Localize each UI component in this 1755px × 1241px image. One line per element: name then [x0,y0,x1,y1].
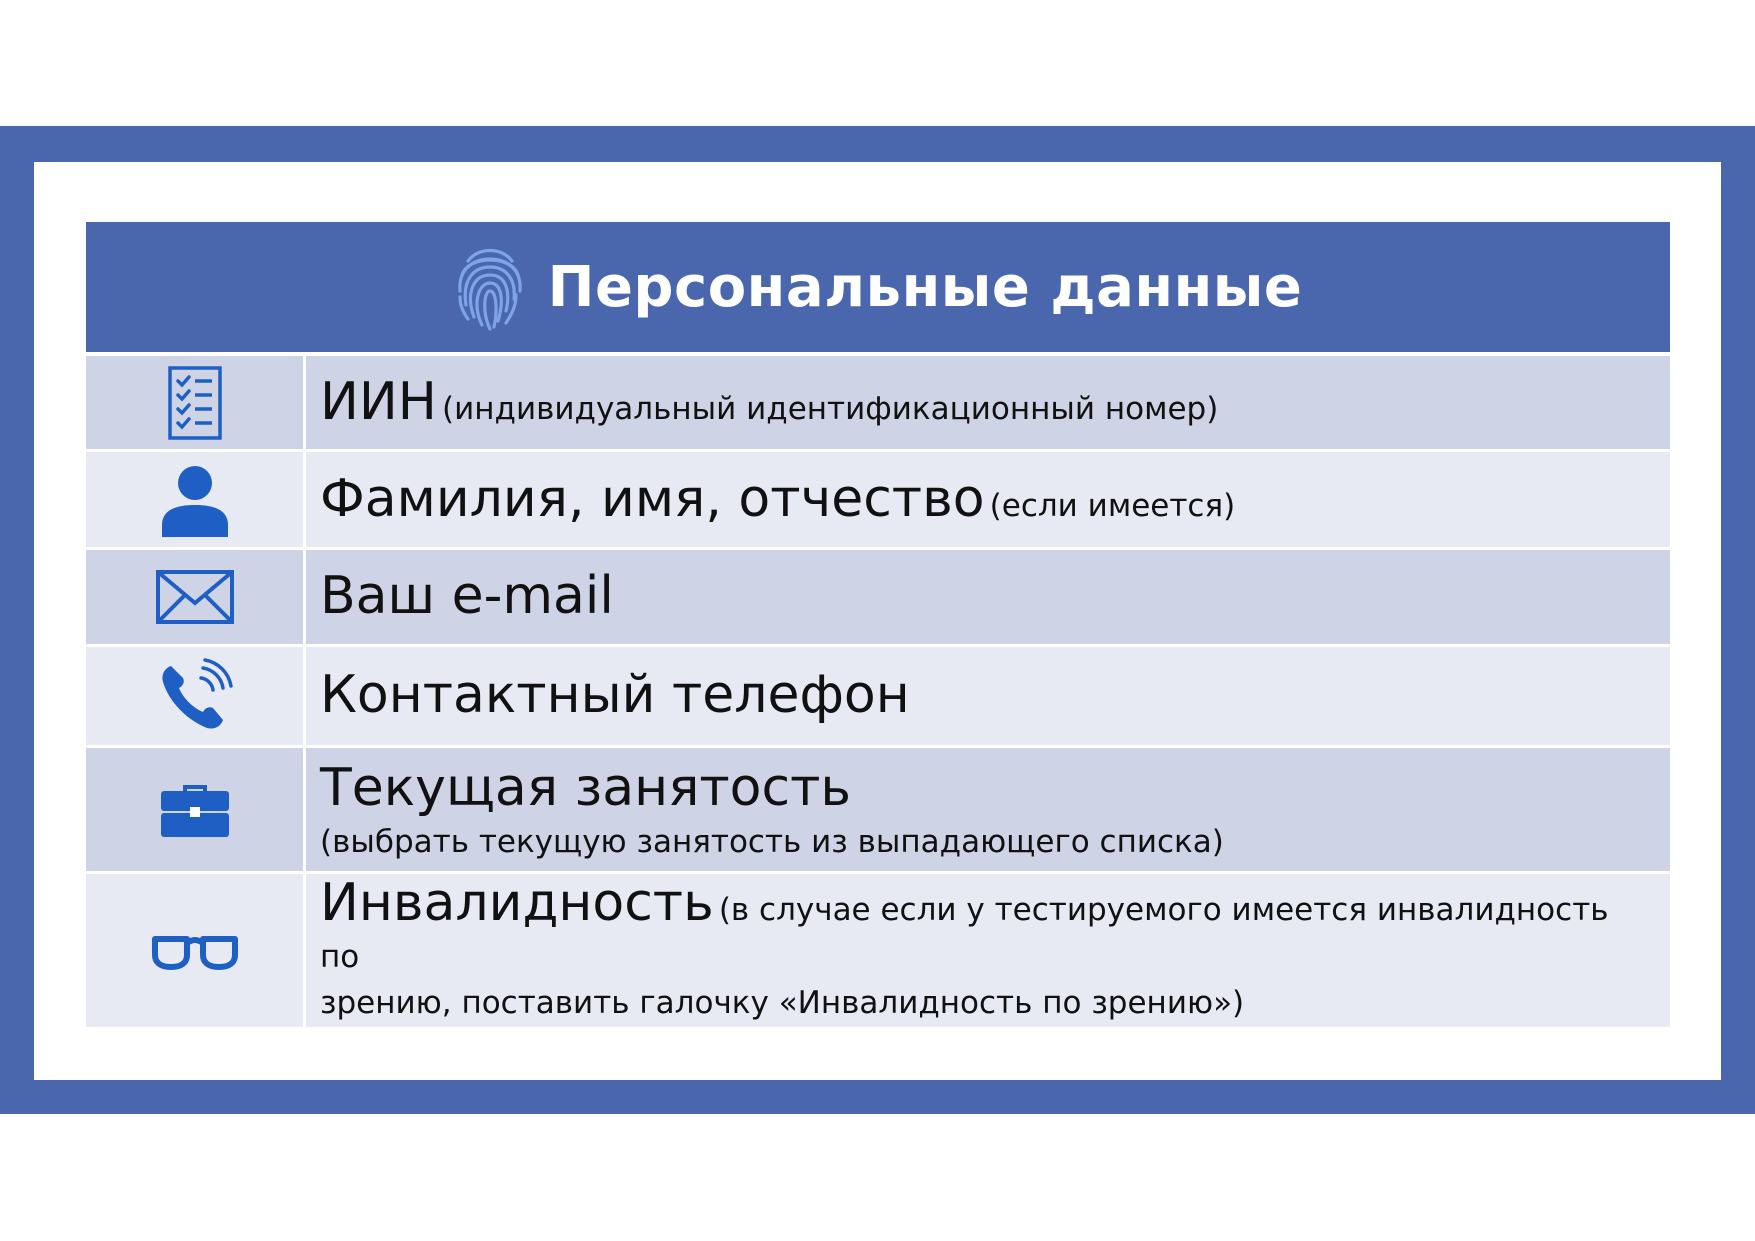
text-cell [306,748,1670,871]
field-name: Контактный телефон [320,665,910,726]
checklist-icon [167,365,223,441]
text-cell [306,874,1670,1027]
icon-cell [86,647,306,745]
field-note: (индивидуальный идентификационный номер) [442,390,1219,427]
icon-cell [86,874,306,1027]
field-note: (если имеется) [989,487,1236,524]
slide-frame [0,126,1755,1114]
text-cell [306,647,1670,745]
table-row [86,550,1670,647]
field-note: (в случае если у тестируемого имеется инвалидность по [320,892,1609,975]
table-row [86,874,1670,1027]
icon-cell [86,452,306,547]
field-name: Инвалидность [320,873,714,934]
table-row [86,748,1670,874]
slide-content [34,162,1721,1080]
field-name: ИИН [320,371,437,432]
table-row [86,452,1670,550]
field-note: (выбрать текущую занятость из выпадающего списка) [320,824,1224,861]
field-name: Ваш e-mail [320,566,614,627]
field-note-continued: зрению, поставить галочку «Инвалидность по зрению») [320,985,1245,1022]
icon-cell [86,748,306,871]
table-header [86,222,1670,356]
personal-data-table [86,222,1670,1027]
field-name: Фамилия, имя, отчество [320,468,985,529]
text-cell [306,452,1670,547]
icon-cell [86,550,306,644]
briefcase-icon [159,781,231,839]
fingerprint-icon [454,239,526,335]
field-name: Текущая занятость [320,757,852,818]
envelope-icon [155,569,235,625]
icon-cell [86,356,306,449]
table-row [86,647,1670,748]
glasses-icon [151,931,239,971]
text-cell [306,550,1670,644]
table-row [86,356,1670,452]
phone-icon [157,658,233,734]
text-cell [306,356,1670,449]
page-title: Персональные данные [547,254,1303,320]
person-icon [160,463,230,537]
